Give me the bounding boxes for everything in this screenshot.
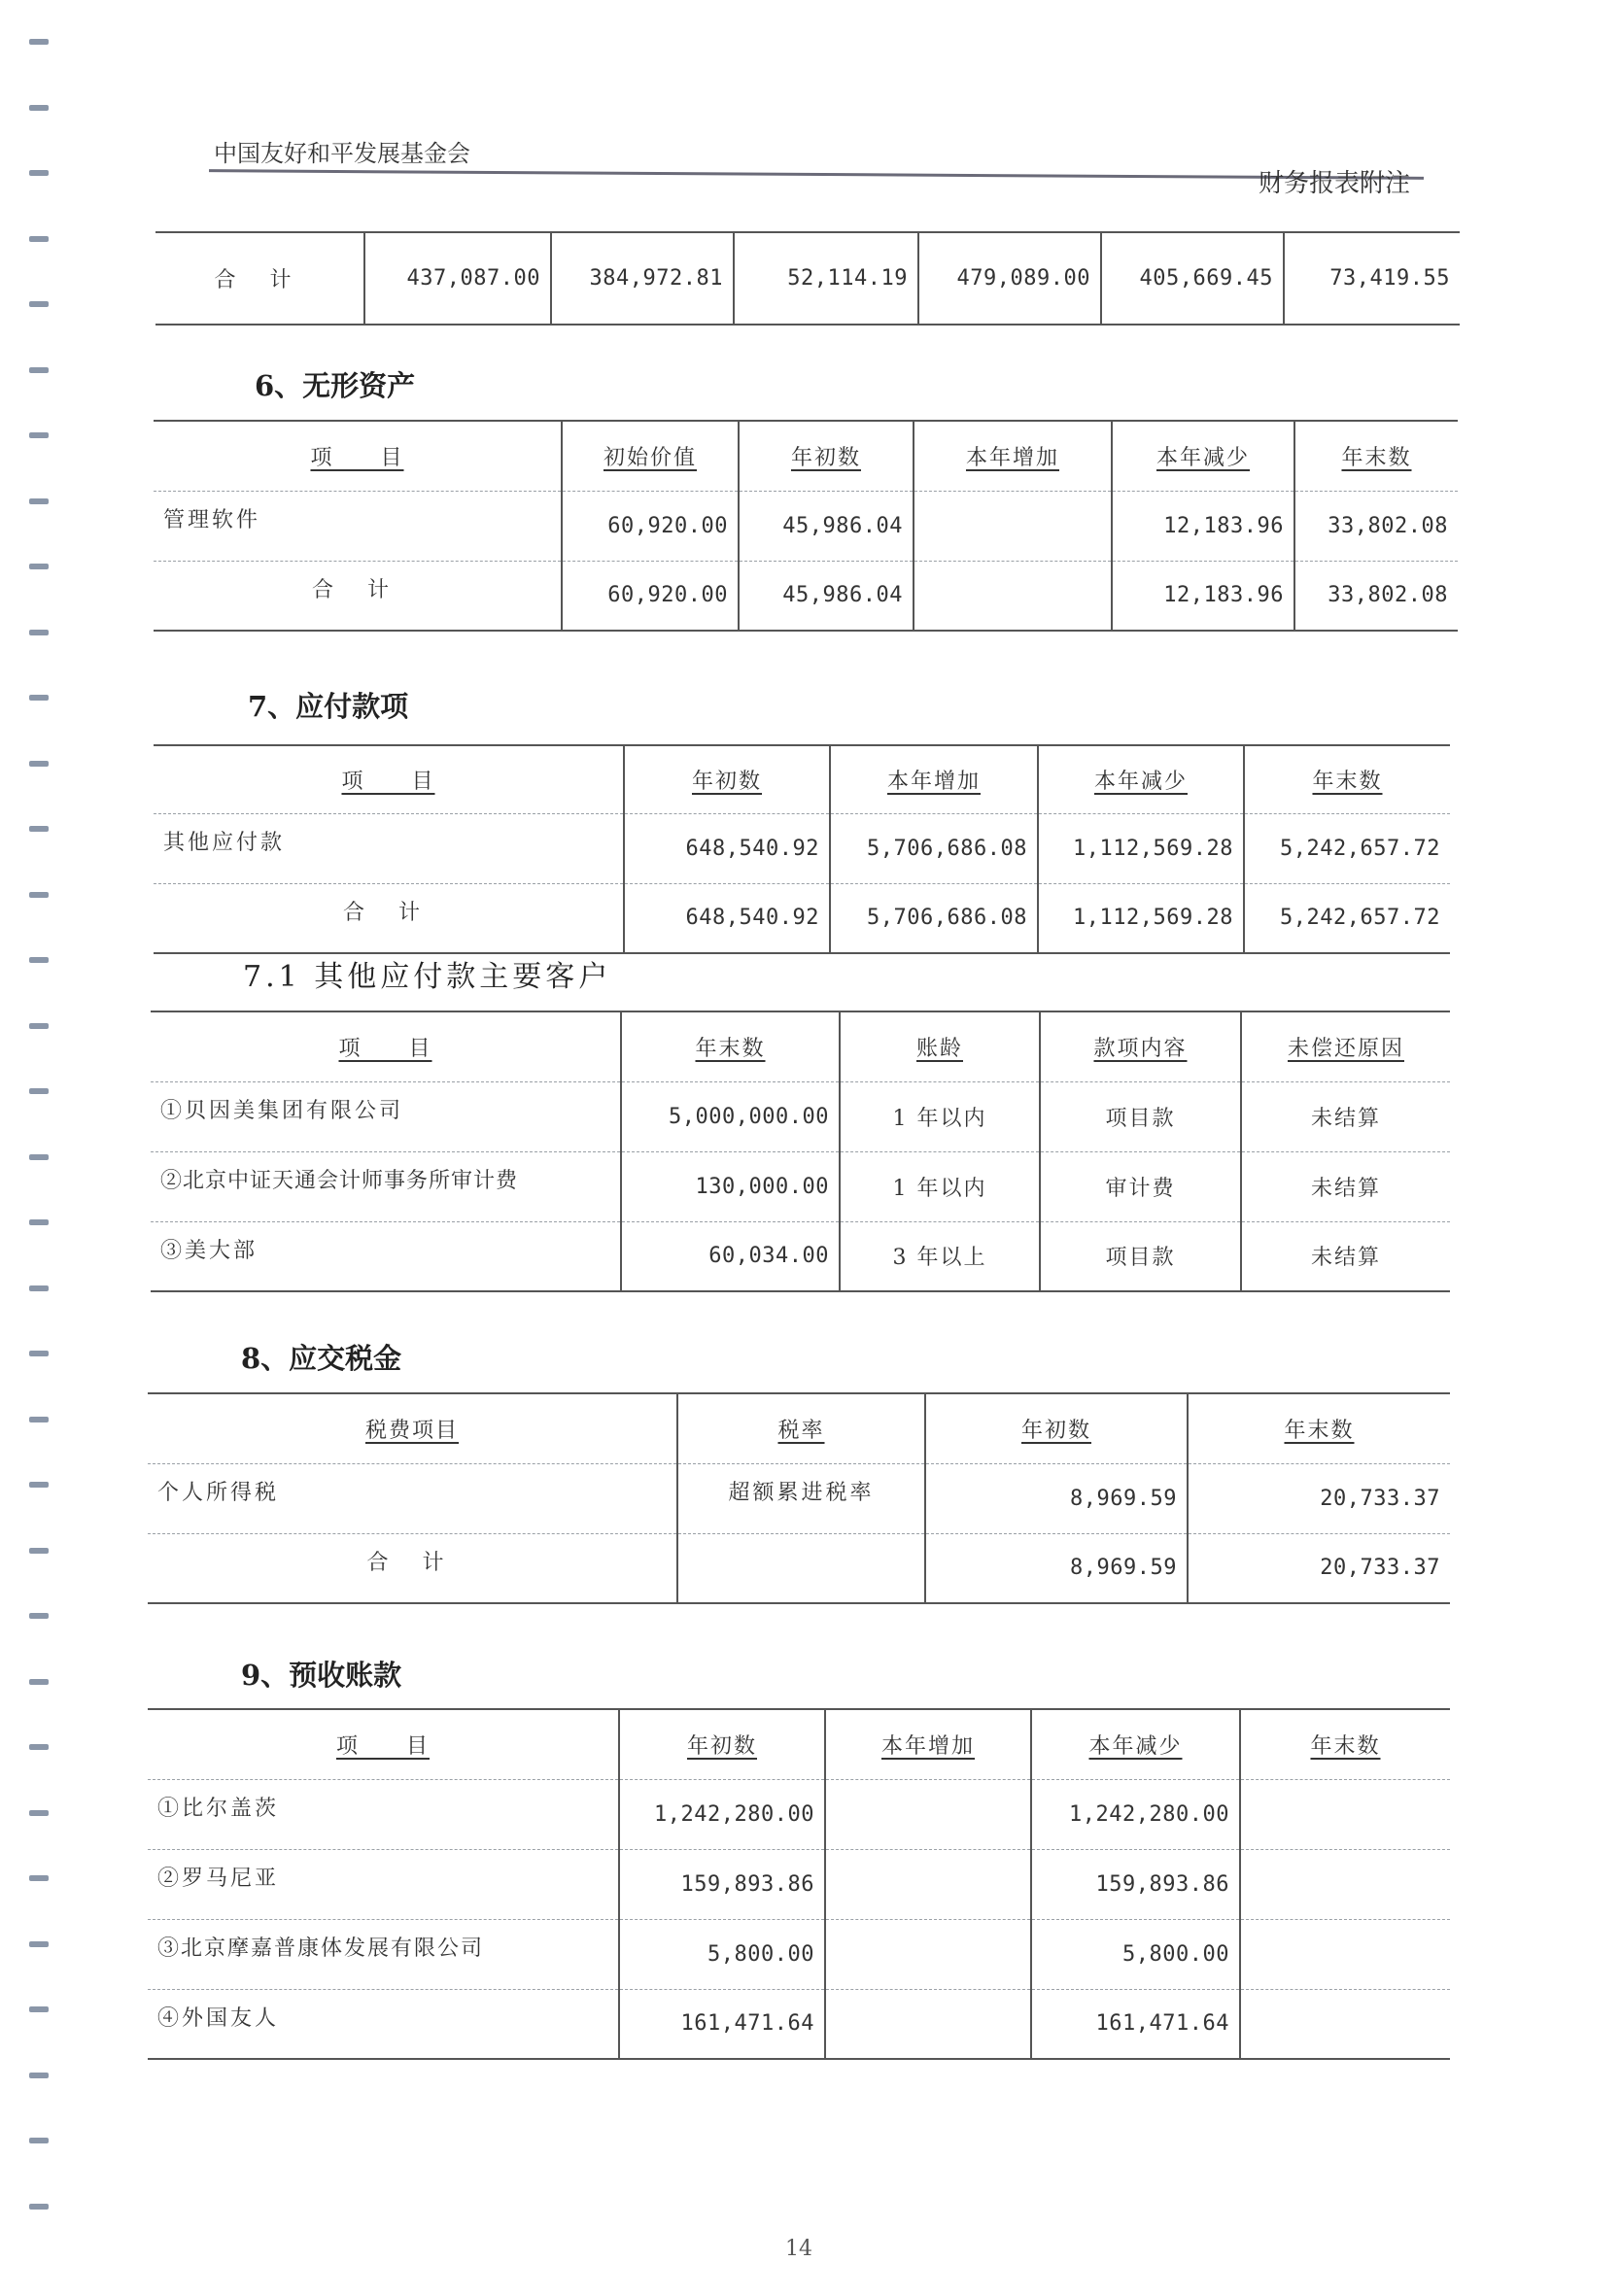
table-row — [148, 1989, 1450, 2059]
binding-hole — [29, 761, 49, 767]
cell: 648,540.92 — [624, 813, 830, 883]
table-row — [148, 1779, 1450, 1849]
col-header: 年初数 — [619, 1709, 825, 1779]
row-label: 合 计 — [148, 1533, 677, 1603]
cell — [914, 561, 1112, 631]
table-row — [154, 813, 1450, 883]
cell: 159,893.86 — [619, 1849, 825, 1919]
binding-hole — [29, 105, 49, 111]
col-header: 年初数 — [624, 745, 830, 813]
cell: 20,733.37 — [1188, 1463, 1450, 1533]
payables-customers-table — [151, 1011, 1450, 1292]
binding-hole — [29, 695, 49, 701]
cell: 3 年以上 — [840, 1221, 1040, 1291]
cell: 5,800.00 — [619, 1919, 825, 1989]
cell: 52,114.19 — [734, 232, 918, 325]
binding-hole — [29, 498, 49, 504]
cell: 45,986.04 — [739, 561, 914, 631]
col-header: 本年增加 — [914, 421, 1112, 491]
binding-hole — [29, 2073, 49, 2078]
section-7-1-title: 7.1 其他应付款主要客户 — [243, 960, 612, 994]
col-header: 税率 — [677, 1393, 925, 1463]
cell: 5,800.00 — [1031, 1919, 1240, 1989]
cell — [825, 1919, 1031, 1989]
cell: 1 年以内 — [840, 1081, 1040, 1151]
table-header-row — [151, 1011, 1450, 1081]
cell: 12,183.96 — [1112, 491, 1294, 561]
col-header: 本年减少 — [1031, 1709, 1240, 1779]
row-label: ③美大部 — [151, 1221, 621, 1291]
cell: 73,419.55 — [1284, 232, 1460, 325]
binding-hole — [29, 236, 49, 242]
table-header-row — [148, 1393, 1450, 1463]
cell: 437,087.00 — [364, 232, 551, 325]
binding-hole — [29, 432, 49, 438]
cell: 159,893.86 — [1031, 1849, 1240, 1919]
binding-hole — [29, 39, 49, 45]
table-row — [148, 1849, 1450, 1919]
cell: 5,242,657.72 — [1244, 813, 1450, 883]
binding-hole — [29, 1285, 49, 1291]
binding-hole — [29, 1810, 49, 1816]
binding-hole — [29, 564, 49, 569]
binding-hole — [29, 367, 49, 373]
binding-hole — [29, 1023, 49, 1029]
binding-hole — [29, 2138, 49, 2143]
cell: 审计费 — [1040, 1151, 1241, 1221]
binding-hole — [29, 1417, 49, 1422]
table-row — [148, 1463, 1450, 1533]
cell: 130,000.00 — [621, 1151, 840, 1221]
table-row — [148, 1919, 1450, 1989]
cell: 8,969.59 — [925, 1533, 1188, 1603]
col-header: 本年减少 — [1038, 745, 1244, 813]
table-row — [148, 1533, 1450, 1603]
table-row — [154, 491, 1458, 561]
cell: 未结算 — [1241, 1221, 1450, 1291]
col-header: 年末数 — [621, 1011, 840, 1081]
col-header: 税费项目 — [148, 1393, 677, 1463]
row-label: ①贝因美集团有限公司 — [151, 1081, 621, 1151]
col-header: 款项内容 — [1040, 1011, 1241, 1081]
cell: 5,242,657.72 — [1244, 883, 1450, 953]
binding-hole — [29, 301, 49, 307]
row-label: ①比尔盖茨 — [148, 1779, 619, 1849]
table-header-row — [154, 421, 1458, 491]
row-label: 个人所得税 — [148, 1463, 677, 1533]
top-total-table — [155, 231, 1460, 326]
row-label: ②罗马尼亚 — [148, 1849, 619, 1919]
binding-hole — [29, 1154, 49, 1160]
binding-holes — [29, 39, 51, 2264]
table-header-row — [148, 1709, 1450, 1779]
binding-hole — [29, 1088, 49, 1094]
cell: 161,471.64 — [1031, 1989, 1240, 2059]
cell — [825, 1849, 1031, 1919]
intangible-assets-table — [154, 420, 1458, 632]
col-header: 年初数 — [739, 421, 914, 491]
section-6-title: 6、无形资产 — [255, 369, 416, 402]
col-header: 未偿还原因 — [1241, 1011, 1450, 1081]
binding-hole — [29, 1613, 49, 1619]
cell: 5,706,686.08 — [830, 813, 1038, 883]
col-header: 年末数 — [1294, 421, 1458, 491]
page-number: 14 — [785, 2237, 812, 2261]
row-label: ④外国友人 — [148, 1989, 619, 2059]
cell: 60,920.00 — [562, 561, 739, 631]
binding-hole — [29, 1875, 49, 1881]
table-row — [154, 883, 1450, 953]
row-label: 合 计 — [154, 883, 624, 953]
col-header: 年末数 — [1240, 1709, 1450, 1779]
cell: 5,706,686.08 — [830, 883, 1038, 953]
cell — [1240, 1919, 1450, 1989]
cell: 1,112,569.28 — [1038, 883, 1244, 953]
cell: 405,669.45 — [1101, 232, 1284, 325]
col-header: 年初数 — [925, 1393, 1188, 1463]
row-label: 合 计 — [155, 232, 364, 325]
row-label: 管理软件 — [154, 491, 562, 561]
cell: 1,242,280.00 — [619, 1779, 825, 1849]
cell: 45,986.04 — [739, 491, 914, 561]
cell: 479,089.00 — [918, 232, 1101, 325]
binding-hole — [29, 957, 49, 963]
col-header: 项 目 — [148, 1709, 619, 1779]
binding-hole — [29, 1351, 49, 1356]
cell — [1240, 1849, 1450, 1919]
cell: 60,920.00 — [562, 491, 739, 561]
binding-hole — [29, 2006, 49, 2012]
advance-receipts-table — [148, 1708, 1450, 2060]
cell — [914, 491, 1112, 561]
table-row — [154, 561, 1458, 631]
cell: 60,034.00 — [621, 1221, 840, 1291]
cell: 未结算 — [1241, 1081, 1450, 1151]
cell: 384,972.81 — [551, 232, 734, 325]
col-header: 年末数 — [1188, 1393, 1450, 1463]
cell: 161,471.64 — [619, 1989, 825, 2059]
cell: 未结算 — [1241, 1151, 1450, 1221]
row-label: 其他应付款 — [154, 813, 624, 883]
cell — [1240, 1989, 1450, 2059]
table-row — [155, 232, 1460, 325]
payables-table — [154, 744, 1450, 954]
binding-hole — [29, 1679, 49, 1685]
cell: 8,969.59 — [925, 1463, 1188, 1533]
col-header: 本年减少 — [1112, 421, 1294, 491]
cell: 1 年以内 — [840, 1151, 1040, 1221]
header-rule — [209, 169, 1424, 180]
cell: 1,112,569.28 — [1038, 813, 1244, 883]
col-header: 年末数 — [1244, 745, 1450, 813]
binding-hole — [29, 1941, 49, 1947]
binding-hole — [29, 630, 49, 635]
table-header-row — [154, 745, 1450, 813]
binding-hole — [29, 892, 49, 898]
table-row — [151, 1151, 1450, 1221]
section-8-title: 8、应交税金 — [241, 1342, 402, 1375]
row-label: ③北京摩嘉普康体发展有限公司 — [148, 1919, 619, 1989]
cell — [1240, 1779, 1450, 1849]
row-label: ②北京中证天通会计师事务所审计费 — [151, 1151, 621, 1221]
cell: 项目款 — [1040, 1221, 1241, 1291]
row-label: 合 计 — [154, 561, 562, 631]
binding-hole — [29, 1548, 49, 1554]
col-header: 账龄 — [840, 1011, 1040, 1081]
col-header: 项 目 — [151, 1011, 621, 1081]
col-header: 本年增加 — [825, 1709, 1031, 1779]
col-header: 项 目 — [154, 421, 562, 491]
cell — [825, 1779, 1031, 1849]
cell: 648,540.92 — [624, 883, 830, 953]
binding-hole — [29, 2204, 49, 2210]
cell: 项目款 — [1040, 1081, 1241, 1151]
cell: 33,802.08 — [1294, 561, 1458, 631]
col-header: 本年增加 — [830, 745, 1038, 813]
binding-hole — [29, 170, 49, 176]
cell: 12,183.96 — [1112, 561, 1294, 631]
table-row — [151, 1221, 1450, 1291]
cell — [825, 1989, 1031, 2059]
cell — [677, 1533, 925, 1603]
col-header: 初始价值 — [562, 421, 739, 491]
binding-hole — [29, 1219, 49, 1225]
binding-hole — [29, 1744, 49, 1750]
cell: 20,733.37 — [1188, 1533, 1450, 1603]
cell: 1,242,280.00 — [1031, 1779, 1240, 1849]
doc-title: 财务报表附注 — [1259, 169, 1411, 198]
section-9-title: 9、预收账款 — [241, 1659, 402, 1692]
binding-hole — [29, 826, 49, 832]
org-name: 中国友好和平发展基金会 — [214, 140, 470, 167]
tax-payable-table — [148, 1392, 1450, 1604]
cell: 33,802.08 — [1294, 491, 1458, 561]
binding-hole — [29, 1482, 49, 1488]
cell: 超额累进税率 — [677, 1463, 925, 1533]
table-row — [151, 1081, 1450, 1151]
col-header: 项 目 — [154, 745, 624, 813]
cell: 5,000,000.00 — [621, 1081, 840, 1151]
section-7-title: 7、应付款项 — [248, 690, 409, 723]
